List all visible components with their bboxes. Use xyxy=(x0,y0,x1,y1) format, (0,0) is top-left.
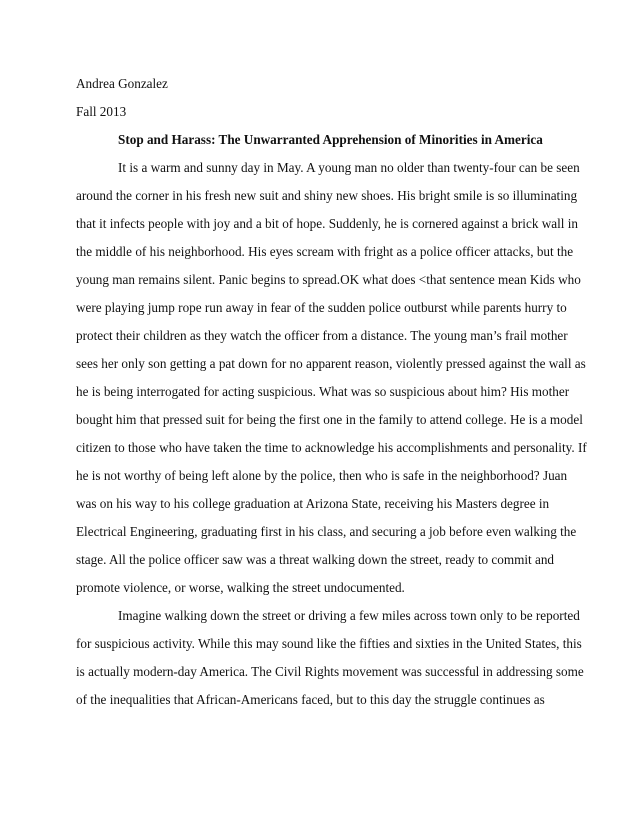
paragraph-line: were playing jump rope run away in fear of the sudden police outburst while parents hurry to xyxy=(76,300,567,315)
paragraph-line: citizen to those who have taken the time to acknowledge his accomplishments and personality. If xyxy=(76,440,587,455)
paragraph-line: around the corner in his fresh new suit and shiny new shoes. His bright smile is so illuminating xyxy=(76,188,578,203)
paragraph-line: sees her only son getting a pat down for no apparent reason, violently pressed against the wall as xyxy=(76,356,586,371)
essay-title: Stop and Harass: The Unwarranted Apprehension of Minorities in America xyxy=(118,132,543,147)
paragraph-line: It is a warm and sunny day in May. A young man no older than twenty-four can be seen xyxy=(118,160,580,175)
author-name: Andrea Gonzalez xyxy=(76,76,168,91)
paragraph-line: Imagine walking down the street or driving a few miles across town only to be reported xyxy=(118,608,580,623)
paragraph-line: for suspicious activity. While this may sound like the fifties and sixties in the United States, this xyxy=(76,636,582,651)
paragraph-line: protect their children as they watch the officer from a distance. The young man’s frail mother xyxy=(76,328,568,343)
paragraph-line: Electrical Engineering, graduating first in his class, and securing a job before even walking the xyxy=(76,524,577,539)
paragraph-line: is actually modern-day America. The Civil Rights movement was successful in addressing some xyxy=(76,664,584,679)
paragraph-line: he is being interrogated for acting suspicious. What was so suspicious about him? His mother xyxy=(76,384,570,399)
paragraph-line: stage. All the police officer saw was a threat walking down the street, ready to commit and xyxy=(76,552,555,567)
paragraph-line: of the inequalities that African-Americans faced, but to this day the struggle continues as xyxy=(76,692,545,707)
paragraph-line: that it infects people with joy and a bit of hope. Suddenly, he is cornered against a brick wall in xyxy=(76,216,578,231)
paragraph-line: the middle of his neighborhood. His eyes scream with fright as a police officer attacks, but the xyxy=(76,244,574,259)
paragraph-line: bought him that pressed suit for being the first one in the family to attend college. He is a model xyxy=(76,412,583,427)
paragraph-line: he is not worthy of being left alone by the police, then who is safe in the neighborhood? Juan xyxy=(76,468,568,483)
term-label: Fall 2013 xyxy=(76,104,127,119)
paragraph-line: promote violence, or worse, walking the street undocumented. xyxy=(76,580,405,595)
paragraph-line: young man remains silent. Panic begins to spread.OK what does <that sentence mean Kids who xyxy=(76,272,581,287)
paragraph-line: was on his way to his college graduation at Arizona State, receiving his Masters degree in xyxy=(76,496,550,511)
